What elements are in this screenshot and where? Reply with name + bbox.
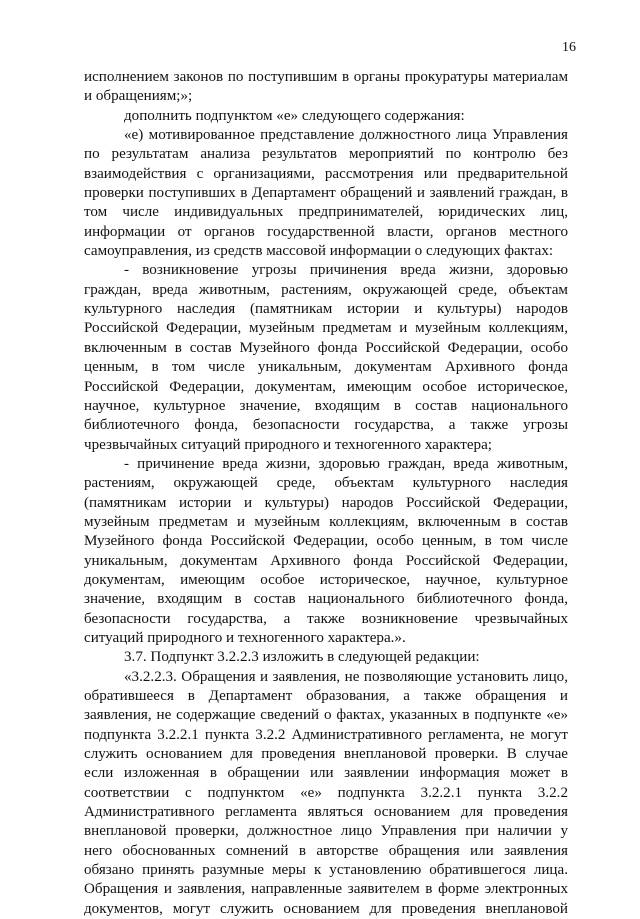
text-line: 3.7. Подпункт 3.2.2.3 изложить в следующей редакции: bbox=[124, 649, 480, 666]
text-line: (памятникам истории и культуры) народов Российской Федерации, bbox=[84, 494, 568, 511]
text-line: ситуаций природного и техногенного характера.». bbox=[84, 629, 406, 646]
text-line: служить основанием для проведения внеплановой проверки. В случае bbox=[84, 746, 568, 763]
text-line: Обращения и заявления, направленные заявителем в форме электронных bbox=[84, 881, 568, 898]
text-line: Музейного фонда Российской Федерации, особо ценным, в том числе bbox=[84, 533, 568, 550]
text-line: взаимодействия с организациями, рассмотрения или предварительной bbox=[84, 165, 568, 182]
text-line: обязано принять разумные меры к установлению обратившегося лица. bbox=[84, 862, 568, 879]
document-body bbox=[84, 68, 568, 919]
text-line: соответствии с подпунктом «е» подпункта 3.2.2.1 пункта 3.2.2 bbox=[84, 784, 568, 801]
text-line: внеплановой проверки, должностное лицо Управления при наличии у bbox=[84, 823, 568, 840]
text-line: музейным предметам и музейным коллекциям, включенным в состав bbox=[84, 513, 568, 530]
text-line: Российской Федерации, документам, имеющим особое историческое, bbox=[84, 378, 568, 395]
text-line: культурного наследия (памятникам истории и культуры) народов bbox=[84, 301, 568, 318]
text-line: библиотечного фонда, безопасности государства, а также угрозы bbox=[84, 417, 568, 434]
text-line: ценным, в том числе уникальным, документам Архивного фонда bbox=[84, 359, 568, 376]
text-line: проверки поступивших в Департамент обращений и заявлений граждан, в bbox=[84, 185, 568, 202]
page-number: 16 bbox=[562, 40, 576, 55]
text-line: если изложенная в обращении или заявлении информация может в bbox=[84, 765, 568, 782]
text-line: безопасности государства, а также возникновение чрезвычайных bbox=[84, 610, 568, 627]
text-line: - возникновение угрозы причинения вреда жизни, здоровью bbox=[124, 262, 568, 279]
text-line: «е) мотивированное представление должностного лица Управления bbox=[124, 127, 568, 144]
text-line: - причинение вреда жизни, здоровью граждан, вреда животным, bbox=[124, 455, 568, 472]
text-line: заявления, не содержащие сведений о фактах, указанных в подпункте «е» bbox=[84, 707, 568, 724]
text-line: граждан, вреда животным, растениям, окружающей среде, объектам bbox=[84, 281, 568, 298]
text-line: включенным в состав Музейного фонда Российской Федерации, особо bbox=[84, 339, 568, 356]
text-line: Российской Федерации, музейным предметам и музейным коллекциям, bbox=[84, 320, 568, 337]
text-line: подпункта 3.2.2.1 пункта 3.2.2 Административного регламента, не могут bbox=[84, 726, 568, 743]
text-line: значение, входящим в состав национального библиотечного фонда, bbox=[84, 591, 568, 608]
text-line: исполнением законов по поступившим в органы прокуратуры материалам bbox=[84, 69, 568, 85]
text-line: документам, имеющим особое историческое, научное, культурное bbox=[84, 571, 568, 588]
text-line: него обоснованных сомнений в авторстве обращения или заявления bbox=[84, 842, 568, 859]
text-line: по результатам анализа результатов мероприятий по контролю без bbox=[84, 146, 568, 163]
text-line: обратившееся в Департамент образования, а также обращения и bbox=[84, 688, 568, 704]
text-line: научное, культурное значение, входящим в состав национального bbox=[84, 397, 568, 414]
text-line: самоуправления, из средств массовой информации о следующих фактах: bbox=[84, 243, 554, 260]
text-line: уникальным, документам Архивного фонда Российской Федерации, bbox=[84, 552, 568, 569]
text-line: дополнить подпунктом «е» следующего содержания: bbox=[124, 107, 465, 124]
text-line: документов, могут служить основанием для проведения внеплановой bbox=[84, 900, 568, 917]
text-line: том числе индивидуальных предпринимателей, юридических лиц, bbox=[84, 204, 568, 221]
text-line: информации от органов государственной власти, органов местного bbox=[84, 223, 568, 240]
text-line: «3.2.2.3. Обращения и заявления, не позволяющие установить лицо, bbox=[124, 668, 568, 685]
text-line: и обращениям;»; bbox=[84, 88, 193, 105]
text-line: чрезвычайных ситуаций природного и техногенного характера; bbox=[84, 436, 492, 453]
text-line: растениям, окружающей среде, объектам культурного наследия bbox=[84, 475, 568, 492]
text-line: Административного регламента являться основанием для проведения bbox=[84, 804, 568, 821]
